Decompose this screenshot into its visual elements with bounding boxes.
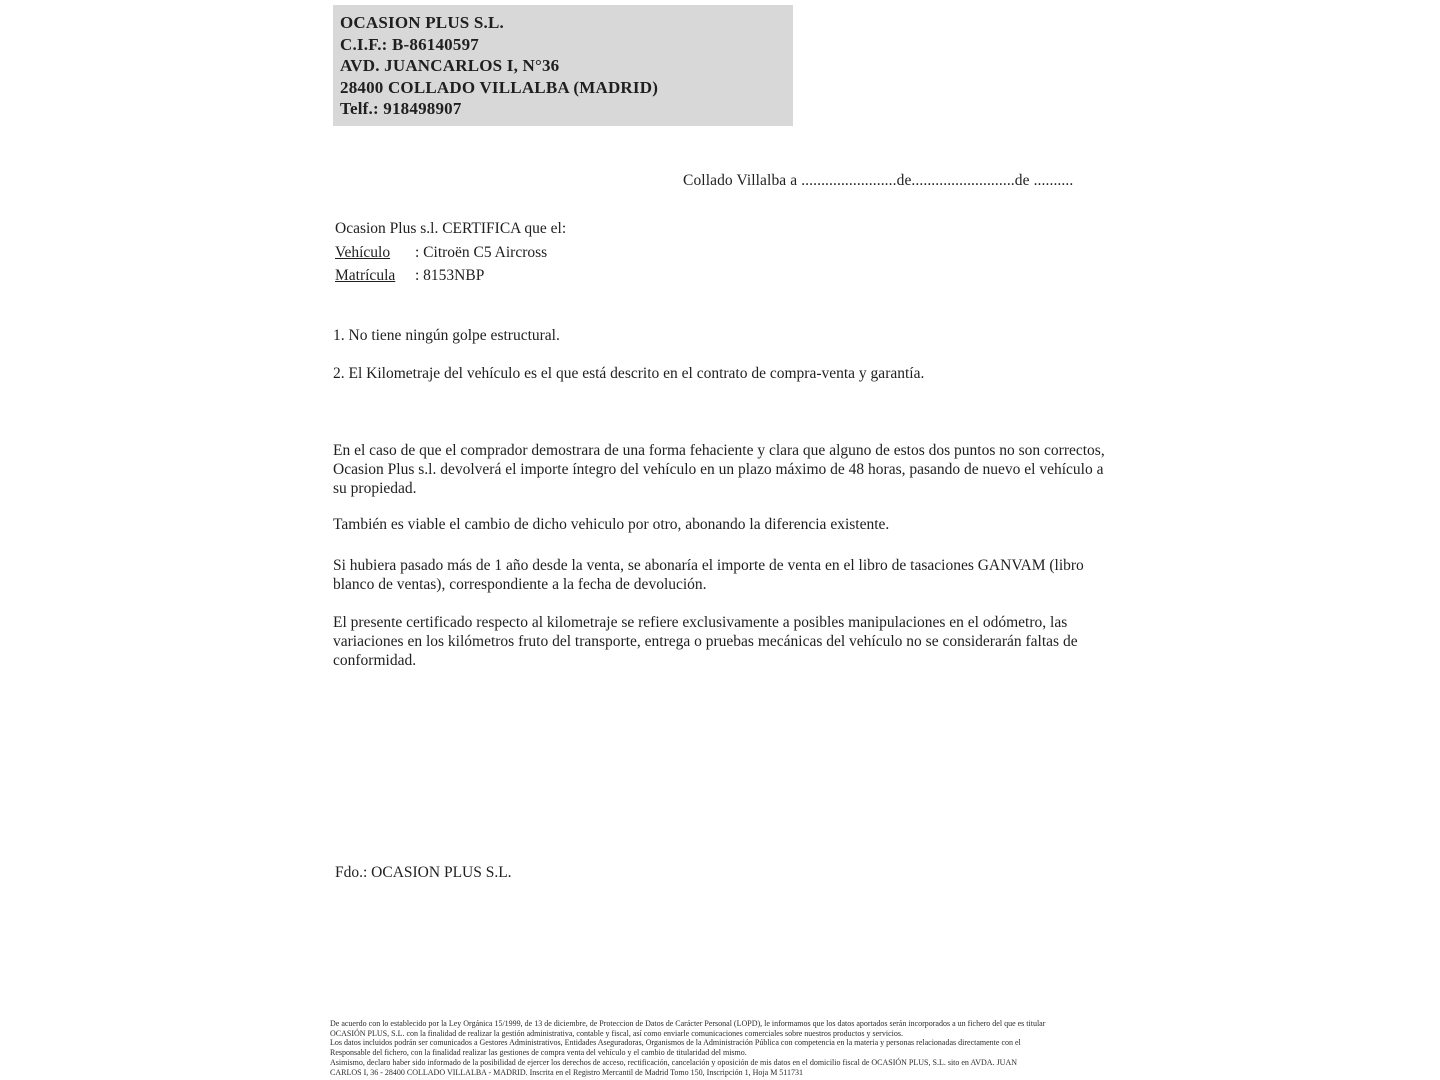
vehicle-label: Vehículo xyxy=(335,243,391,261)
signature-line: Fdo.: OCASION PLUS S.L. xyxy=(335,864,512,881)
legal-line-4: Responsable del fichero, con la finalidad realizar las gestiones de compra venta del vehículo y el cambio de titularidad del mismo. xyxy=(330,1048,747,1058)
legal-line-1: De acuerdo con lo establecido por la Ley Orgánica 15/1999, de 13 de diciembre, de Proteccion de Datos de Carácter Personal (LOPD), le informamos que los datos aportados serán incorporados a un fichero del que es titular xyxy=(330,1019,1046,1028)
condition-point-2: 2. El Kilometraje del vehículo es el que está descrito en el contrato de compra-venta y garantía. xyxy=(333,365,925,382)
company-letterhead xyxy=(333,5,793,126)
plate-value: : 8153NBP xyxy=(415,267,485,284)
paragraph-ganvam-valuation: Si hubiera pasado más de 1 año desde la venta, se abonaría el importe de venta en el libro de tasaciones GANVAM (libro blanco de ventas), correspondiente a la fecha de devolución. xyxy=(333,557,1084,593)
plate-label: Matrícula xyxy=(335,267,396,284)
vehicle-value: : Citroën C5 Aircross xyxy=(415,243,548,261)
paragraph-odometer-disclaimer: El presente certificado respecto al kilometraje se refiere exclusivamente a posibles manipulaciones en el odómetro, las variaciones en los kilómetros fruto del transporte, entrega o pruebas mecánicas del vehículo no se considerarán faltas de conformidad. xyxy=(333,614,1078,669)
legal-line-6: CARLOS I, 36 - 28400 COLLADO VILLALBA - MADRID. Inscrita en el Registro Mercantil de Madrid Tomo 150, Inscripción 1, Hoja M 511731 xyxy=(330,1067,804,1077)
company-address: AVD. JUANCARLOS I, N°36 xyxy=(340,56,560,76)
paragraph-refund-policy: En el caso de que el comprador demostrara de una forma fehaciente y clara que alguno de estos dos puntos no son correctos, Ocasion Plus s.l. devolverá el importe íntegro del vehículo en un plazo máximo de 48 horas, pasando de nuevo el vehículo a su propiedad. xyxy=(333,442,1105,497)
condition-point-1: 1. No tiene ningún golpe estructural. xyxy=(333,327,560,344)
company-name: OCASION PLUS S.L. xyxy=(340,13,504,32)
vehicle-line xyxy=(335,241,566,265)
paragraph-vehicle-exchange: También es viable el cambio de dicho vehiculo por otro, abonando la diferencia existente. xyxy=(333,516,890,533)
legal-line-3: Los datos incluidos podrán ser comunicados a Gestores Administrativos, Entidades Aseguradoras, Organismos de la Administración Pública con competencia en la materia y personas relacionadas directamente con el xyxy=(330,1038,1021,1048)
certifica-intro: Ocasion Plus s.l. CERTIFICA que el: xyxy=(335,220,567,237)
legal-footer xyxy=(330,1019,1120,1077)
company-city: 28400 COLLADO VILLALBA (MADRID) xyxy=(340,77,659,97)
legal-line-2: OCASIÓN PLUS, S.L. con la finalidad de realizar la gestión administrativa, contable y fiscal, así como enviarle comunicaciones comerciales sobre nuestros productos y servicios. xyxy=(330,1028,903,1038)
company-cif: C.I.F.: B-86140597 xyxy=(340,34,479,54)
legal-line-5: Asimismo, declaro haber sido informado de la posibilidad de ejercer los derechos de acceso, rectificación, cancelación y oposición de mis datos en el domicilio fiscal de OCASIÓN PLUS, S.L. sito en AVDA. JUAN xyxy=(330,1057,1018,1067)
company-phone: Telf.: 918498907 xyxy=(340,99,462,119)
certification-block xyxy=(335,217,566,288)
date-line: Collado Villalba a ........................de..........................de .......... xyxy=(683,172,1074,189)
plate-line xyxy=(335,264,566,288)
